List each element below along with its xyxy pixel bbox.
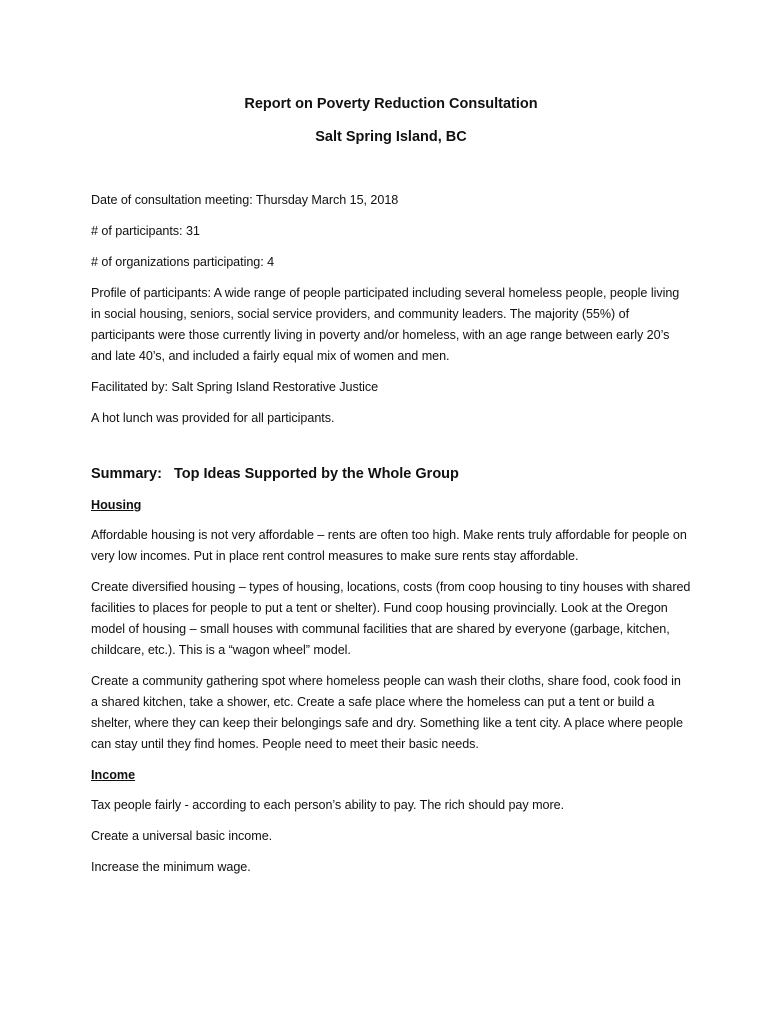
participant-count: # of participants: 31 [91,224,200,238]
income-paragraph: Create a universal basic income. [91,829,273,843]
housing-paragraph: Create diversified housing – types of housing, locations, costs (from coop housing to tiny houses with shared facilities to places for people to put a tent or shelter). Fund coop housing provincially. Look at the Oregon model of housing – small houses with communal facilities that are shared by everyone (garbage, kitchen, childcare, etc.). This is a “wagon wheel” model. [91,580,691,657]
housing-paragraph: Create a community gathering spot where homeless people can wash their cloths, share food, cook food in a shared kitchen, take a shower, etc. Create a safe place where the homeless can put a tent or build a shelter, where they can keep their belongings safe and dry. Something like a tent city. A place where people can stay until they find homes. People need to meet their basic needs. [91,674,684,751]
document-title: Report on Poverty Reduction Consultation [244,96,538,112]
document-subtitle: Salt Spring Island, BC [315,129,467,145]
income-heading: Income [91,768,136,782]
facilitator: Facilitated by: Salt Spring Island Restorative Justice [91,380,379,394]
housing-heading: Housing [91,498,142,512]
meeting-date: Date of consultation meeting: Thursday March 15, 2018 [91,193,399,207]
income-paragraph: Tax people fairly - according to each person’s ability to pay. The rich should pay more. [91,798,565,812]
organization-count: # of organizations participating: 4 [91,255,275,269]
document-content [91,94,691,888]
summary-heading: Summary: Top Ideas Supported by the Whole Group [91,466,459,482]
housing-paragraph: Affordable housing is not very affordable – rents are often too high. Make rents truly affordable for people on very low incomes. Put in place rent control measures to make sure rents stay affordable. [91,528,687,563]
lunch-note: A hot lunch was provided for all participants. [91,411,335,425]
participant-profile: Profile of participants: A wide range of people participated including several homeless people, people living in social housing, seniors, social service providers, and community leaders. The majority (55%) of participants were those currently living in poverty and/or homeless, with an age range between early 20’s and late 40’s, and included a fairly equal mix of women and men. [91,286,680,363]
income-paragraph: Increase the minimum wage. [91,860,251,874]
